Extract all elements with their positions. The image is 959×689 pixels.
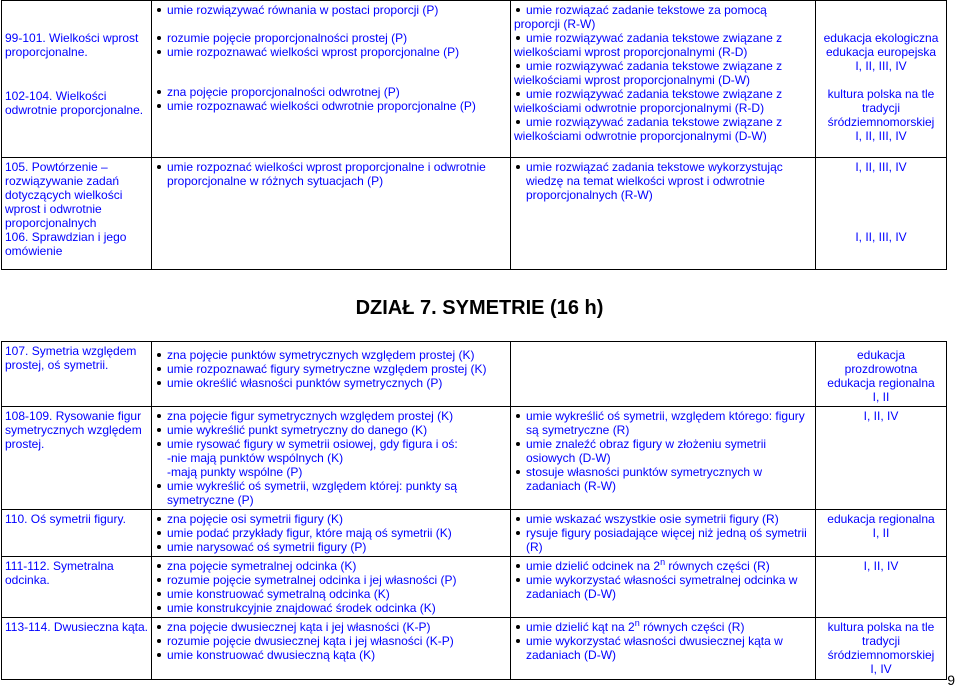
list-item: [514, 31, 812, 59]
crosscutting-line: I, II, IV: [863, 409, 899, 423]
requirements-extended-cell: [511, 510, 816, 557]
requirements-basic-cell: [152, 1, 511, 158]
list-item: są symetryczne (R): [526, 423, 630, 437]
exponent: n: [634, 618, 640, 628]
crosscutting-line: edukacja regionalna: [827, 376, 935, 390]
line: wielkościami odwrotnie proporcjonalnymi (R-D): [514, 101, 765, 115]
line: umie rozwiązać zadania tekstowe wykorzystując: [526, 160, 783, 174]
list-item: [514, 559, 812, 573]
table-row: [2, 407, 947, 510]
list-item: zna pojęcie proporcjonalności odwrotnej (P): [155, 85, 507, 99]
list-item: rozumie pojęcie symetralnej odcinka i jej własności (P): [155, 573, 507, 587]
list-item: umie wskazać wszystkie osie symetrii figury (R): [514, 512, 812, 526]
line: umie rozwiązywać zadania tekstowe związane z: [526, 115, 783, 129]
list-item: [514, 620, 812, 634]
requirements-list: [514, 512, 812, 554]
list-item: [514, 59, 812, 87]
crosscutting-line: I, II, III, IV: [855, 230, 907, 244]
list-item: umie podać przykłady figur, które mają oś symetrii (K): [155, 526, 507, 540]
list-item: umie narysować oś symetrii figury (P): [155, 540, 507, 554]
list-item: symetryczne (P): [167, 493, 254, 507]
list-item: umie rozpoznawać wielkości odwrotnie proporcjonalne (P): [155, 99, 507, 113]
requirements-list: [155, 512, 507, 554]
line: umie rozwiązywać zadania tekstowe związane z: [526, 87, 783, 101]
list-item: rozumie pojęcie proporcjonalności prostej (P): [155, 31, 507, 45]
requirements-extended-cell: [511, 557, 816, 618]
page-number: 9: [947, 672, 955, 688]
list-item: umie rysować figury w symetrii osiowej, gdy figura i oś:: [155, 437, 507, 451]
list-item: -mają punkty wspólne (P): [167, 465, 303, 479]
list-item: umie konstruować dwusieczną kąta (K): [155, 648, 507, 662]
topic-107: 107. Symetria względem prostej, oś symetrii.: [5, 344, 137, 372]
requirements-list: [155, 620, 507, 662]
topic-111-112: 111-112. Symetralna odcinka.: [5, 559, 114, 587]
line: równych części (R): [639, 620, 745, 634]
requirements-list: [155, 3, 507, 17]
line: wielkościami wprost proporcjonalnymi (D-W): [514, 73, 751, 87]
list-item: umie wykreślić oś symetrii, względem którego: figury: [514, 409, 812, 423]
topic-106: 106. Sprawdzian i jego omówienie: [5, 230, 127, 258]
line: umie dzielić kąt na 2: [526, 620, 635, 634]
crosscutting-line: śródziemnomorskiej: [827, 648, 935, 662]
list-item: zna pojęcie punktów symetrycznych względem prostej (K): [155, 348, 507, 362]
crosscutting-line: I, IV: [870, 662, 892, 676]
requirements-list: [514, 620, 812, 662]
list-item: umie określić własności punktów symetrycznych (P): [155, 376, 507, 390]
crosscutting-line: edukacja: [856, 348, 906, 362]
requirements-basic-cell: [152, 342, 511, 407]
requirements-list: [155, 409, 507, 507]
crosscutting-cell: [816, 510, 947, 557]
topic-105: 105. Powtórzenie – rozwiązywanie zadań dotyczących wielkości wprost i odwrotnie proporcjonalnych: [5, 160, 123, 230]
requirements-basic-cell: [152, 618, 511, 680]
requirements-list: [514, 3, 812, 143]
crosscutting-cell: [816, 1, 947, 158]
list-item: rysuje figury posiadające więcej niż jedną oś symetrii: [514, 526, 812, 540]
list-item: umie wykreślić punkt symetryczny do danego (K): [155, 423, 507, 437]
crosscutting-line: tradycji: [861, 634, 900, 648]
crosscutting-line: I, II, III, IV: [855, 59, 907, 73]
crosscutting-cell: [816, 557, 947, 618]
list-item: zna pojęcie dwusiecznej kąta i jej własności (K-P): [155, 620, 507, 634]
line: wielkościami odwrotnie proporcjonalnymi (D-W): [514, 129, 767, 143]
list-item: umie konstruować symetralną odcinka (K): [155, 587, 507, 601]
topic-cell: [2, 557, 152, 618]
crosscutting-line: tradycji: [861, 101, 900, 115]
section-heading: DZIAŁ 7. SYMETRIE (16 h): [355, 297, 604, 319]
topic-102-104: 102-104. Wielkości odwrotnie proporcjonalne.: [5, 89, 144, 117]
requirements-list: [514, 160, 812, 202]
crosscutting-line: śródziemnomorskiej: [827, 115, 935, 129]
line: umie dzielić odcinek na 2: [526, 559, 661, 573]
list-item: [514, 115, 812, 143]
list-item: rozumie pojęcie dwusiecznej kąta i jej własności (K-P): [155, 634, 507, 648]
list-item: [514, 3, 812, 31]
crosscutting-line: prozdrowotna: [844, 362, 918, 376]
list-item: zna pojęcie figur symetrycznych względem prostej (K): [155, 409, 507, 423]
list-item: zna pojęcie osi symetrii figury (K): [155, 512, 507, 526]
list-item: umie rozpoznawać figury symetryczne względem prostej (K): [155, 362, 507, 376]
requirements-list: [155, 348, 507, 390]
topic-cell: [2, 1, 152, 158]
list-item: umie wykorzystać własności dwusiecznej kąta w: [514, 634, 812, 648]
topic-cell: [2, 510, 152, 557]
crosscutting-line: edukacja ekologiczna: [823, 31, 939, 45]
line: umie rozpoznać wielkości wprost proporcjonalne i odwrotnie: [167, 160, 486, 174]
requirements-list: [155, 85, 507, 113]
crosscutting-line: I, II, III, IV: [855, 160, 907, 174]
requirements-extended-cell: [511, 342, 816, 407]
requirements-basic-cell: [152, 158, 511, 270]
line: wielkościami wprost proporcjonalnymi (R-D): [514, 45, 748, 59]
table-row: [2, 1, 947, 158]
requirements-basic-cell: [152, 407, 511, 510]
crosscutting-line: edukacja regionalna: [827, 512, 935, 526]
list-item: (R): [526, 540, 543, 554]
crosscutting-cell: [816, 158, 947, 270]
topic-cell: [2, 618, 152, 680]
requirements-list: [155, 559, 507, 615]
requirements-extended-cell: [511, 1, 816, 158]
crosscutting-line: kultura polska na tle: [827, 87, 935, 101]
line: proporcjonalne w różnych sytuacjach (P): [167, 174, 384, 188]
table-proporcjonalnosc: [1, 0, 947, 270]
requirements-basic-cell: [152, 557, 511, 618]
requirements-extended-cell: [511, 158, 816, 270]
crosscutting-line: I, II, IV: [863, 559, 899, 573]
crosscutting-line: I, II, III, IV: [855, 129, 907, 143]
requirements-list: [155, 160, 507, 188]
topic-cell: [2, 342, 152, 407]
requirements-extended-cell: [511, 618, 816, 680]
list-item: zadaniach (D-W): [526, 587, 617, 601]
list-item: zadaniach (R-W): [526, 479, 617, 493]
list-item: umie wykorzystać własności symetralnej odcinka w: [514, 573, 812, 587]
table-row: [2, 510, 947, 557]
topic-99-101: 99-101. Wielkości wprost proporcjonalne.: [5, 31, 139, 59]
topic-110: 110. Oś symetrii figury.: [5, 512, 126, 526]
topic-cell: [2, 407, 152, 510]
line: umie rozwiązać zadanie tekstowe za pomocą: [526, 3, 767, 17]
topic-113-114: 113-114. Dwusieczna kąta.: [5, 620, 148, 634]
line: wiedzę na temat wielkości wprost i odwrotnie: [526, 174, 765, 188]
list-item: umie wykreślić oś symetrii, względem której: punkty są: [155, 479, 507, 493]
line: proporcjonalnych (R-W): [526, 188, 653, 202]
list-item: stosuje własności punktów symetrycznych w: [514, 465, 812, 479]
list-item: zadaniach (D-W): [526, 648, 617, 662]
list-item: umie rozpoznawać wielkości wprost proporcjonalne (P): [155, 45, 507, 59]
crosscutting-line: kultura polska na tle: [827, 620, 935, 634]
list-item: [514, 87, 812, 115]
topic-108-109: 108-109. Rysowanie figur symetrycznych względem prostej.: [5, 409, 142, 451]
list-item: zna pojęcie symetralnej odcinka (K): [155, 559, 507, 573]
table-row: [2, 618, 947, 680]
crosscutting-cell: [816, 618, 947, 680]
crosscutting-cell: [816, 407, 947, 510]
requirements-list: [514, 559, 812, 601]
requirements-list: [514, 409, 812, 493]
line: proporcji (R-W): [514, 17, 596, 31]
list-item: osiowych (D-W): [526, 451, 611, 465]
crosscutting-line: edukacja europejska: [825, 45, 937, 59]
table-symetrie: [1, 341, 947, 680]
requirements-extended-cell: [511, 407, 816, 510]
list-item: [155, 160, 507, 188]
crosscutting-line: I, II: [872, 526, 890, 540]
table-row: [2, 158, 947, 270]
list-item: umie znaleźć obraz figury w złożeniu symetrii: [514, 437, 812, 451]
line: umie rozwiązywać zadania tekstowe związane z: [526, 59, 783, 73]
list-item: [514, 160, 812, 202]
table-row: [2, 342, 947, 407]
crosscutting-cell: [816, 342, 947, 407]
topic-cell: [2, 158, 152, 270]
crosscutting-line: I, II: [872, 390, 890, 404]
requirements-list: [155, 31, 507, 59]
table-row: [2, 557, 947, 618]
line: umie rozwiązywać zadania tekstowe związane z: [526, 31, 783, 45]
requirements-basic-cell: [152, 510, 511, 557]
line: równych części (R): [665, 559, 770, 573]
exponent: n: [660, 557, 666, 567]
list-item: umie rozwiązywać równania w postaci proporcji (P): [155, 3, 507, 17]
list-item: -nie mają punktów wspólnych (K): [167, 451, 344, 465]
list-item: umie konstrukcyjnie znajdować środek odcinka (K): [155, 601, 507, 615]
